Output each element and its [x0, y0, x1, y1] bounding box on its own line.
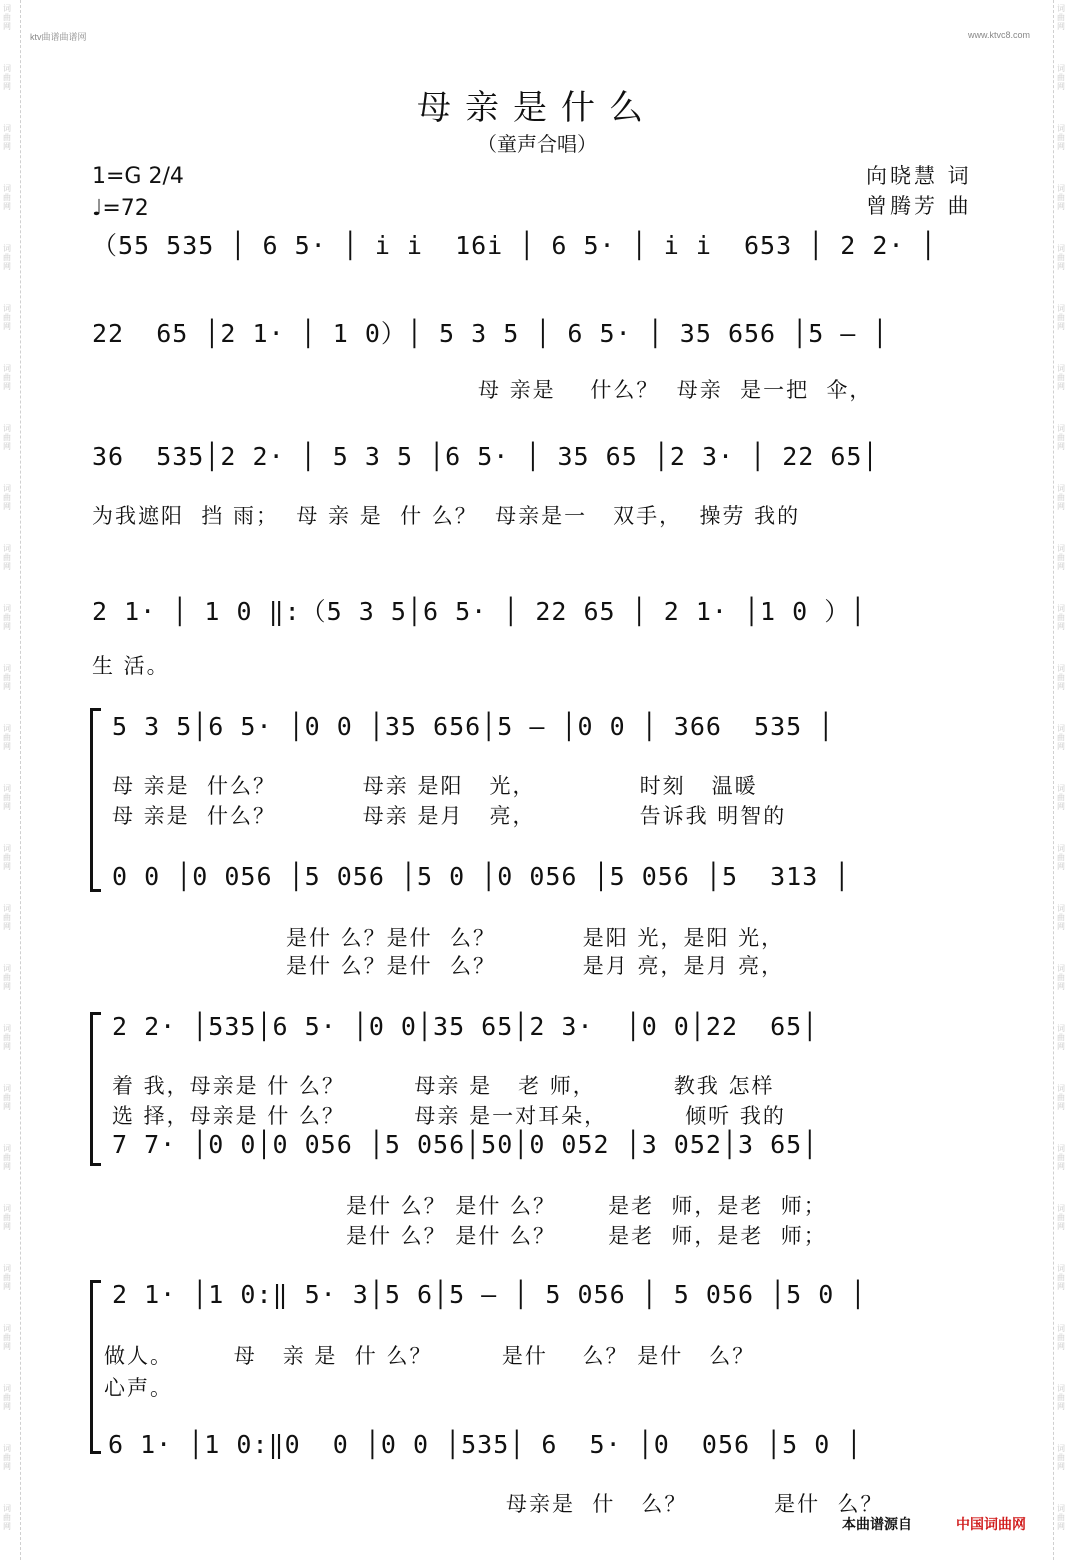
sidebar-watermark-text: 词 曲 网 — [3, 664, 11, 691]
sidebar-watermark-text: 词 曲 网 — [3, 964, 11, 991]
sidebar-watermark-text: 词 曲 网 — [3, 424, 11, 451]
sidebar-watermark-text: 词 曲 网 — [3, 1504, 11, 1531]
sidebar-watermark-text: 词 曲 网 — [1057, 1504, 1065, 1531]
site-label-right[interactable]: www.ktvc8.com — [968, 30, 1031, 40]
sidebar-watermark-text: 词 曲 网 — [1057, 1024, 1065, 1051]
score-row-1-notes: （55 535 │ 6 5· │ i i 16i │ 6 5· │ i i 653 │ 2 2· │ — [92, 231, 937, 260]
sidebar-watermark-text: 词 曲 网 — [3, 904, 11, 931]
sidebar-watermark-text: 词 曲 网 — [1057, 184, 1065, 211]
sidebar-watermark-text: 词 曲 网 — [1057, 424, 1065, 451]
score-row-5-lyrics-2: 母 亲是 什么？ 母亲 是月 亮， 告诉我 明智的 — [112, 804, 787, 828]
left-watermark-strip — [0, 0, 21, 1560]
sidebar-watermark-text: 词 曲 网 — [1057, 4, 1065, 31]
sidebar-watermark-text: 词 曲 网 — [3, 724, 11, 751]
sidebar-watermark-text: 词 曲 网 — [3, 1324, 11, 1351]
score-row-5-lyrics-1: 母 亲是 什么？ 母亲 是阳 光， 时刻 温暖 — [112, 774, 758, 798]
sidebar-watermark-text: 词 曲 网 — [3, 364, 11, 391]
composer-credit: 曾腾芳 曲 — [866, 194, 972, 218]
sidebar-watermark-text: 词 曲 网 — [1057, 1084, 1065, 1111]
score-row-7-upper-notes: 2 1· │1 0:‖ 5· 3│5 6│5 — │ 5 056 │ 5 056 │5 0 │ — [112, 1280, 867, 1309]
score-row-7-lower-lyrics-1: 母亲是 什 么？ 是什 么？ — [506, 1492, 884, 1516]
system-bracket-7 — [90, 1280, 101, 1454]
right-watermark-strip — [1053, 0, 1074, 1560]
score-row-7-lyrics-1: 做人。 母 亲 是 什 么？ 是什 么？ 是什 么？ — [104, 1344, 756, 1368]
sidebar-watermark-text: 词 曲 网 — [3, 604, 11, 631]
site-label-left[interactable]: ktv曲谱曲谱网 — [30, 32, 87, 42]
lyricist-credit: 向晓慧 词 — [866, 164, 972, 188]
system-bracket-5 — [90, 708, 101, 892]
sidebar-watermark-text: 词 曲 网 — [3, 844, 11, 871]
sidebar-watermark-text: 词 曲 网 — [1057, 1144, 1065, 1171]
sidebar-watermark-text: 词 曲 网 — [1057, 664, 1065, 691]
sidebar-watermark-text: 词 曲 网 — [1057, 1264, 1065, 1291]
sidebar-watermark-text: 词 曲 网 — [1057, 484, 1065, 511]
sidebar-watermark-text: 词 曲 网 — [1057, 544, 1065, 571]
sidebar-watermark-text: 词 曲 网 — [3, 1444, 11, 1471]
sidebar-watermark-text: 词 曲 网 — [3, 1144, 11, 1171]
sidebar-watermark-text: 词 曲 网 — [3, 64, 11, 91]
score-row-6-lower-lyrics-1: 是什 么？ 是什 么？ 是老 师，是老 师； — [346, 1194, 827, 1218]
score-row-6-upper-notes: 2 2· │535│6 5· │0 0│35 65│2 3· │0 0│22 65│ — [112, 1012, 819, 1041]
score-row-5-lower-lyrics-1: 是什 么？是什 么？ 是阳 光，是阳 光， — [286, 926, 785, 950]
sidebar-watermark-text: 词 曲 网 — [1057, 1444, 1065, 1471]
sidebar-watermark-text: 词 曲 网 — [3, 484, 11, 511]
sidebar-watermark-text: 词 曲 网 — [1057, 1204, 1065, 1231]
sidebar-watermark-text: 词 曲 网 — [1057, 124, 1065, 151]
sidebar-watermark-text: 词 曲 网 — [1057, 1324, 1065, 1351]
sidebar-watermark-text: 词 曲 网 — [1057, 784, 1065, 811]
score-row-5-upper-notes: 5 3 5│6 5· │0 0 │35 656│5 — │0 0 │ 366 535 │ — [112, 712, 835, 741]
sidebar-watermark-text: 词 曲 网 — [3, 544, 11, 571]
sidebar-watermark-text: 词 曲 网 — [3, 784, 11, 811]
sidebar-watermark-text: 词 曲 网 — [1057, 304, 1065, 331]
sidebar-watermark-text: 词 曲 网 — [1057, 1384, 1065, 1411]
sidebar-watermark-text: 词 曲 网 — [3, 1264, 11, 1291]
source-site-link[interactable]: 中国词曲网 — [956, 1516, 1026, 1532]
score-row-6-lyrics-2: 选 择，母亲是 什 么？ 母亲 是一对耳朵， 倾听 我的 — [112, 1104, 786, 1128]
sidebar-watermark-text: 词 曲 网 — [3, 1024, 11, 1051]
sidebar-watermark-text: 词 曲 网 — [3, 244, 11, 271]
sidebar-watermark-text: 词 曲 网 — [1057, 364, 1065, 391]
score-row-5-lower-notes: 0 0 │0 056 │5 056 │5 0 │0 056 │5 056 │5 313 │ — [112, 862, 851, 891]
sidebar-watermark-text: 词 曲 网 — [1057, 724, 1065, 751]
score-row-2-notes: 22 65 │2 1· │ 1 0）│ 5 3 5 │ 6 5· │ 35 656 │5 — │ — [92, 319, 889, 348]
sidebar-watermark-text: 词 曲 网 — [1057, 244, 1065, 271]
tempo-marking: ♩=72 — [92, 196, 149, 221]
sidebar-watermark-text: 词 曲 网 — [3, 1384, 11, 1411]
sidebar-watermark-text: 词 曲 网 — [1057, 844, 1065, 871]
score-row-4-lyrics: 生 活。 — [92, 654, 170, 678]
song-subtitle: （童声合唱） — [477, 132, 597, 156]
score-row-6-lower-notes: 7 7· │0 0│0 056 │5 056│50│0 052 │3 052│3 65│ — [112, 1130, 819, 1159]
score-row-7-lower-notes: 6 1· │1 0:‖0 0 │0 0 │535│ 6 5· │0 056 │5 0 │ — [108, 1430, 863, 1459]
score-row-7-lyrics-2: 心声。 — [104, 1376, 173, 1400]
score-row-3-lyrics: 为我遮阳 挡 雨； 母 亲 是 什 么？ 母亲是一 双手， 操劳 我的 — [92, 504, 801, 528]
song-title: 母亲是什么 — [417, 88, 657, 128]
sidebar-watermark-text: 词 曲 网 — [3, 4, 11, 31]
score-row-3-notes: 36 535│2 2· │ 5 3 5 │6 5· │ 35 65 │2 3· │ 22 65│ — [92, 442, 879, 471]
score-row-2-lyrics: 母 亲是 什么？ 母亲 是一把 伞， — [478, 378, 873, 402]
sidebar-watermark-text: 词 曲 网 — [3, 124, 11, 151]
score-row-4-notes: 2 1· │ 1 0 ‖:（5 3 5│6 5· │ 22 65 │ 2 1· │1 0 ）│ — [92, 597, 867, 626]
sidebar-watermark-text: 词 曲 网 — [1057, 604, 1065, 631]
sidebar-watermark-text: 词 曲 网 — [3, 1204, 11, 1231]
sidebar-watermark-text: 词 曲 网 — [3, 304, 11, 331]
sidebar-watermark-text: 词 曲 网 — [3, 1084, 11, 1111]
score-row-6-lower-lyrics-2: 是什 么？ 是什 么？ 是老 师，是老 师； — [346, 1224, 827, 1248]
source-label: 本曲谱源自 — [842, 1516, 912, 1532]
sidebar-watermark-text: 词 曲 网 — [1057, 964, 1065, 991]
score-row-5-lower-lyrics-2: 是什 么？是什 么？ 是月 亮，是月 亮， — [286, 954, 785, 978]
score-row-6-lyrics-1: 着 我，母亲是 什 么？ 母亲 是 老 师， 教我 怎样 — [112, 1074, 775, 1098]
sidebar-watermark-text: 词 曲 网 — [1057, 64, 1065, 91]
sidebar-watermark-text: 词 曲 网 — [1057, 904, 1065, 931]
sidebar-watermark-text: 词 曲 网 — [3, 184, 11, 211]
system-bracket-6 — [90, 1012, 101, 1166]
key-signature: 1=G 2/4 — [92, 164, 184, 189]
